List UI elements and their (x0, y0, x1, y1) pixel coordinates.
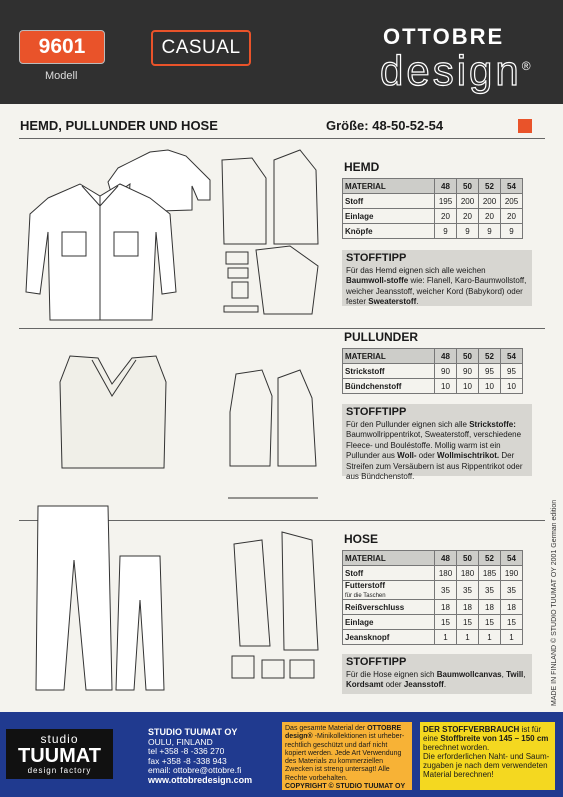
model-number-badge: 9601 (19, 30, 105, 64)
email-link[interactable]: email: ottobre@ottobre.fi (148, 765, 242, 775)
section-heading-hemd: HEMD (344, 160, 380, 174)
hose-fabric-tip: STOFFTIPP Für die Hose eignen sich Baumwollcanvas, Twill, Kordsamt oder Jeansstoff. (342, 654, 532, 694)
table-row: Stoff 195 200 200 205 (343, 194, 523, 209)
brand-design-logo: design® (380, 47, 534, 94)
table-row: Jeansknopf 1 1 1 1 (343, 630, 523, 645)
hemd-fabric-tip: STOFFTIPP Für das Hemd eignen sich alle weichen Baumwoll-stoffe wie: Flanell, Karo-Baumwollstoff, weicher Jeansstoff, weicher Kord (Babykord) oder fester Sweaterstoff. (342, 250, 532, 306)
pants-illustration (36, 506, 164, 690)
table-row: Stoff 180 180 185 190 (343, 566, 523, 581)
table-row: Einlage 15 15 15 15 (343, 615, 523, 630)
pullunder-material-table: MATERIAL 48 50 52 54 Strickstoff 90 90 95 95 Bündchenstoff 10 10 10 10 (342, 348, 523, 394)
fabric-yield-note: DER STOFFVERBRAUCH ist für eine Stoffbreite von 145 – 150 cm berechnet worden. Die erforderlichen Naht- und Saum-zugaben je nach dem verwendeten Material berechnen! (420, 722, 555, 790)
copyright-notice: Das gesamte Material der OTTOBRE design® -Minikollektionen ist urheber-rechtlich geschützt und darf nicht kopiert werden. Jede Art Verwendung des Materials zu kommerziellen Zwecken ist streng untersagt! Alle Rechte vorbehalten. COPYRIGHT © STUDIO TUUMAT OY (282, 722, 412, 790)
size-range: Größe: 48-50-52-54 (326, 118, 444, 133)
website-link[interactable]: www.ottobredesign.com (148, 774, 253, 785)
section-heading-pullunder: PULLUNDER (344, 330, 418, 344)
table-row: Bündchenstoff 10 10 10 10 (343, 379, 523, 394)
shirt-pattern-pieces (222, 150, 318, 314)
pants-pattern-pieces (232, 532, 318, 678)
hemd-material-table: MATERIAL 48 50 52 54 Stoff 195 200 200 205 Einlage 20 20 20 20 Knöpfe 9 9 9 9 (342, 178, 523, 239)
edition-note: MADE IN FINLAND © STUDIO TUUMAT OY 2001 German edition (551, 499, 558, 706)
table-row: Einlage 20 20 20 20 (343, 209, 523, 224)
vest-illustration (60, 356, 166, 468)
brand-name: OTTOBRE (383, 24, 505, 49)
page-title: HEMD, PULLUNDER UND HOSE (20, 118, 218, 133)
shirt-front-illustration (26, 184, 176, 320)
table-row: Futterstoff für die Taschen 35 35 35 35 (343, 581, 523, 600)
studio-tuumat-logo: studio TUUMAT design factory (6, 729, 113, 779)
hose-material-table: MATERIAL 48 50 52 54 Stoff 180 180 185 190 Futterstoff für die Taschen 35 35 35 35 Reißverschluss 18 18 18 18 Einlage 15 15 15 15 Jeansknopf 1 1 1 1 (342, 550, 523, 645)
contact-info: STUDIO TUUMAT OY OULU, FINLAND tel +358 -8 -336 270 fax +358 -8 -338 943 email: ottobre@ottobre.fi www.ottobredesign.com (148, 727, 253, 785)
section-heading-hose: HOSE (344, 532, 379, 546)
table-row: Reißverschluss 18 18 18 18 (343, 600, 523, 615)
vest-pattern-pieces (228, 370, 318, 498)
table-row: Strickstoff 90 90 95 95 (343, 364, 523, 379)
pullunder-fabric-tip: STOFFTIPP Für den Pullunder eignen sich alle Strickstoffe: Baumwollrippentrikot, Sweaterstoff, verschiedene Fleece- und Bouléstoffe. Mollig warm ist ein Pullunder aus Woll- oder Wollmischtrikot. Der Streifen zum Versäubern ist aus Rippentrikot oder aus Bündchenstoff. (342, 404, 532, 476)
style-badge: CASUAL (151, 30, 251, 66)
model-caption: Modell (45, 70, 78, 82)
table-row: Knöpfe 9 9 9 9 (343, 224, 523, 239)
